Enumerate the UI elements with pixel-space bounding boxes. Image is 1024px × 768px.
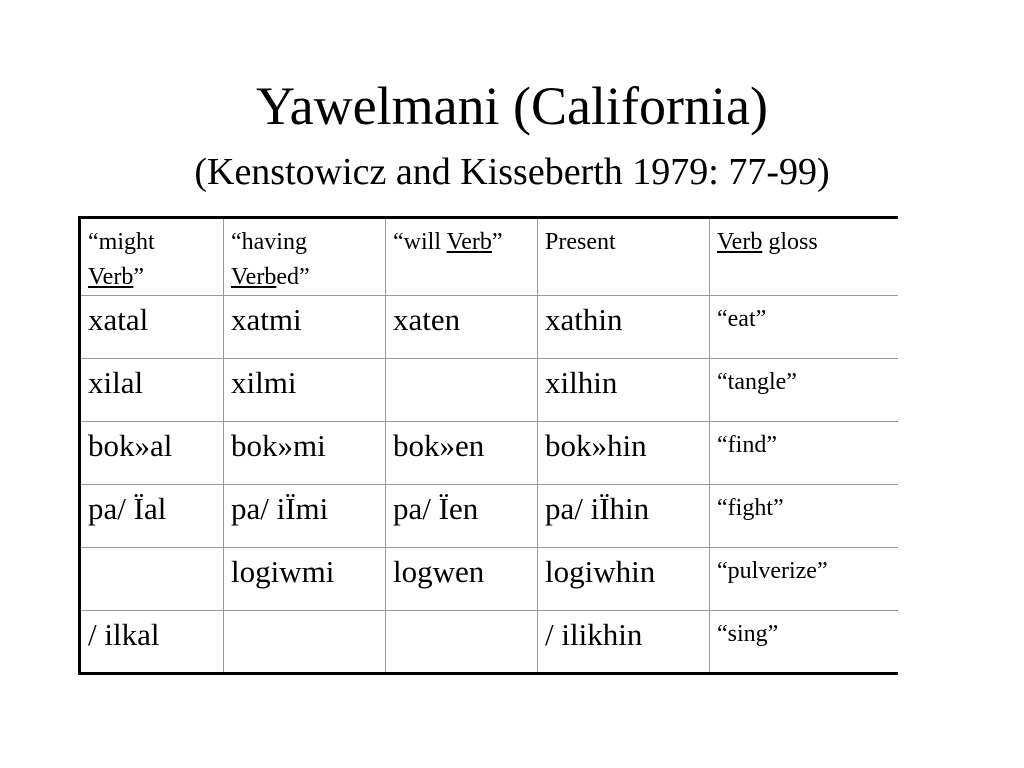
- table-cell: logwen: [386, 548, 538, 611]
- table-cell: xaten: [386, 296, 538, 359]
- table-cell: pa/ Ïen: [386, 485, 538, 548]
- table-row: [80, 485, 898, 548]
- table-row: [80, 422, 898, 485]
- table-cell: xilmi: [224, 359, 386, 422]
- gloss-cell: “pulverize”: [710, 548, 898, 611]
- table-cell: [224, 611, 386, 674]
- verb-forms-table: [78, 216, 898, 675]
- table-row: [80, 548, 898, 611]
- table-cell: bok»al: [80, 422, 224, 485]
- table-row: [80, 296, 898, 359]
- gloss-cell: “tangle”: [710, 359, 898, 422]
- table-cell: xatmi: [224, 296, 386, 359]
- table-cell: / ilkal: [80, 611, 224, 674]
- header-might-verb: [80, 218, 224, 296]
- header-text: gloss: [762, 229, 818, 255]
- table-cell: xilhin: [538, 359, 710, 422]
- header-text: “will: [393, 229, 447, 255]
- table-row: [80, 359, 898, 422]
- gloss-cell: “eat”: [710, 296, 898, 359]
- table-cell: [386, 359, 538, 422]
- table-cell: [80, 548, 224, 611]
- table-cell: bok»mi: [224, 422, 386, 485]
- header-text: ”: [133, 264, 144, 290]
- table-cell: bok»en: [386, 422, 538, 485]
- header-text: Present: [545, 229, 616, 255]
- header-text: ed”: [276, 264, 310, 290]
- header-present: [538, 218, 710, 296]
- header-underlined-text: Verb: [231, 264, 277, 290]
- table-cell: bok»hin: [538, 422, 710, 485]
- header-underlined-text: Verb: [88, 264, 134, 290]
- header-underlined-text: Verb: [446, 229, 492, 255]
- table-row: [80, 611, 898, 674]
- table-cell: logiwmi: [224, 548, 386, 611]
- table-header-row: [80, 218, 898, 296]
- header-having-verbed: [224, 218, 386, 296]
- table-cell: xathin: [538, 296, 710, 359]
- header-underlined-text: Verb: [717, 229, 763, 255]
- header-verb-gloss: [710, 218, 898, 296]
- gloss-cell: “find”: [710, 422, 898, 485]
- table-cell: pa/ iÏhin: [538, 485, 710, 548]
- gloss-cell: “sing”: [710, 611, 898, 674]
- gloss-cell: “fight”: [710, 485, 898, 548]
- table-cell: pa/ Ïal: [80, 485, 224, 548]
- header-text: “might: [88, 229, 155, 255]
- slide-subtitle: (Kenstowicz and Kisseberth 1979: 77-99): [194, 151, 830, 193]
- slide-title: Yawelmani (California): [256, 76, 768, 136]
- table-cell: logiwhin: [538, 548, 710, 611]
- header-text: “having: [231, 229, 307, 255]
- table-cell: [386, 611, 538, 674]
- table-cell: xatal: [80, 296, 224, 359]
- header-text: ”: [491, 229, 503, 255]
- table-cell: / ilikhin: [538, 611, 710, 674]
- table-cell: xilal: [80, 359, 224, 422]
- table-cell: pa/ iÏmi: [224, 485, 386, 548]
- header-will-verb: [386, 218, 538, 296]
